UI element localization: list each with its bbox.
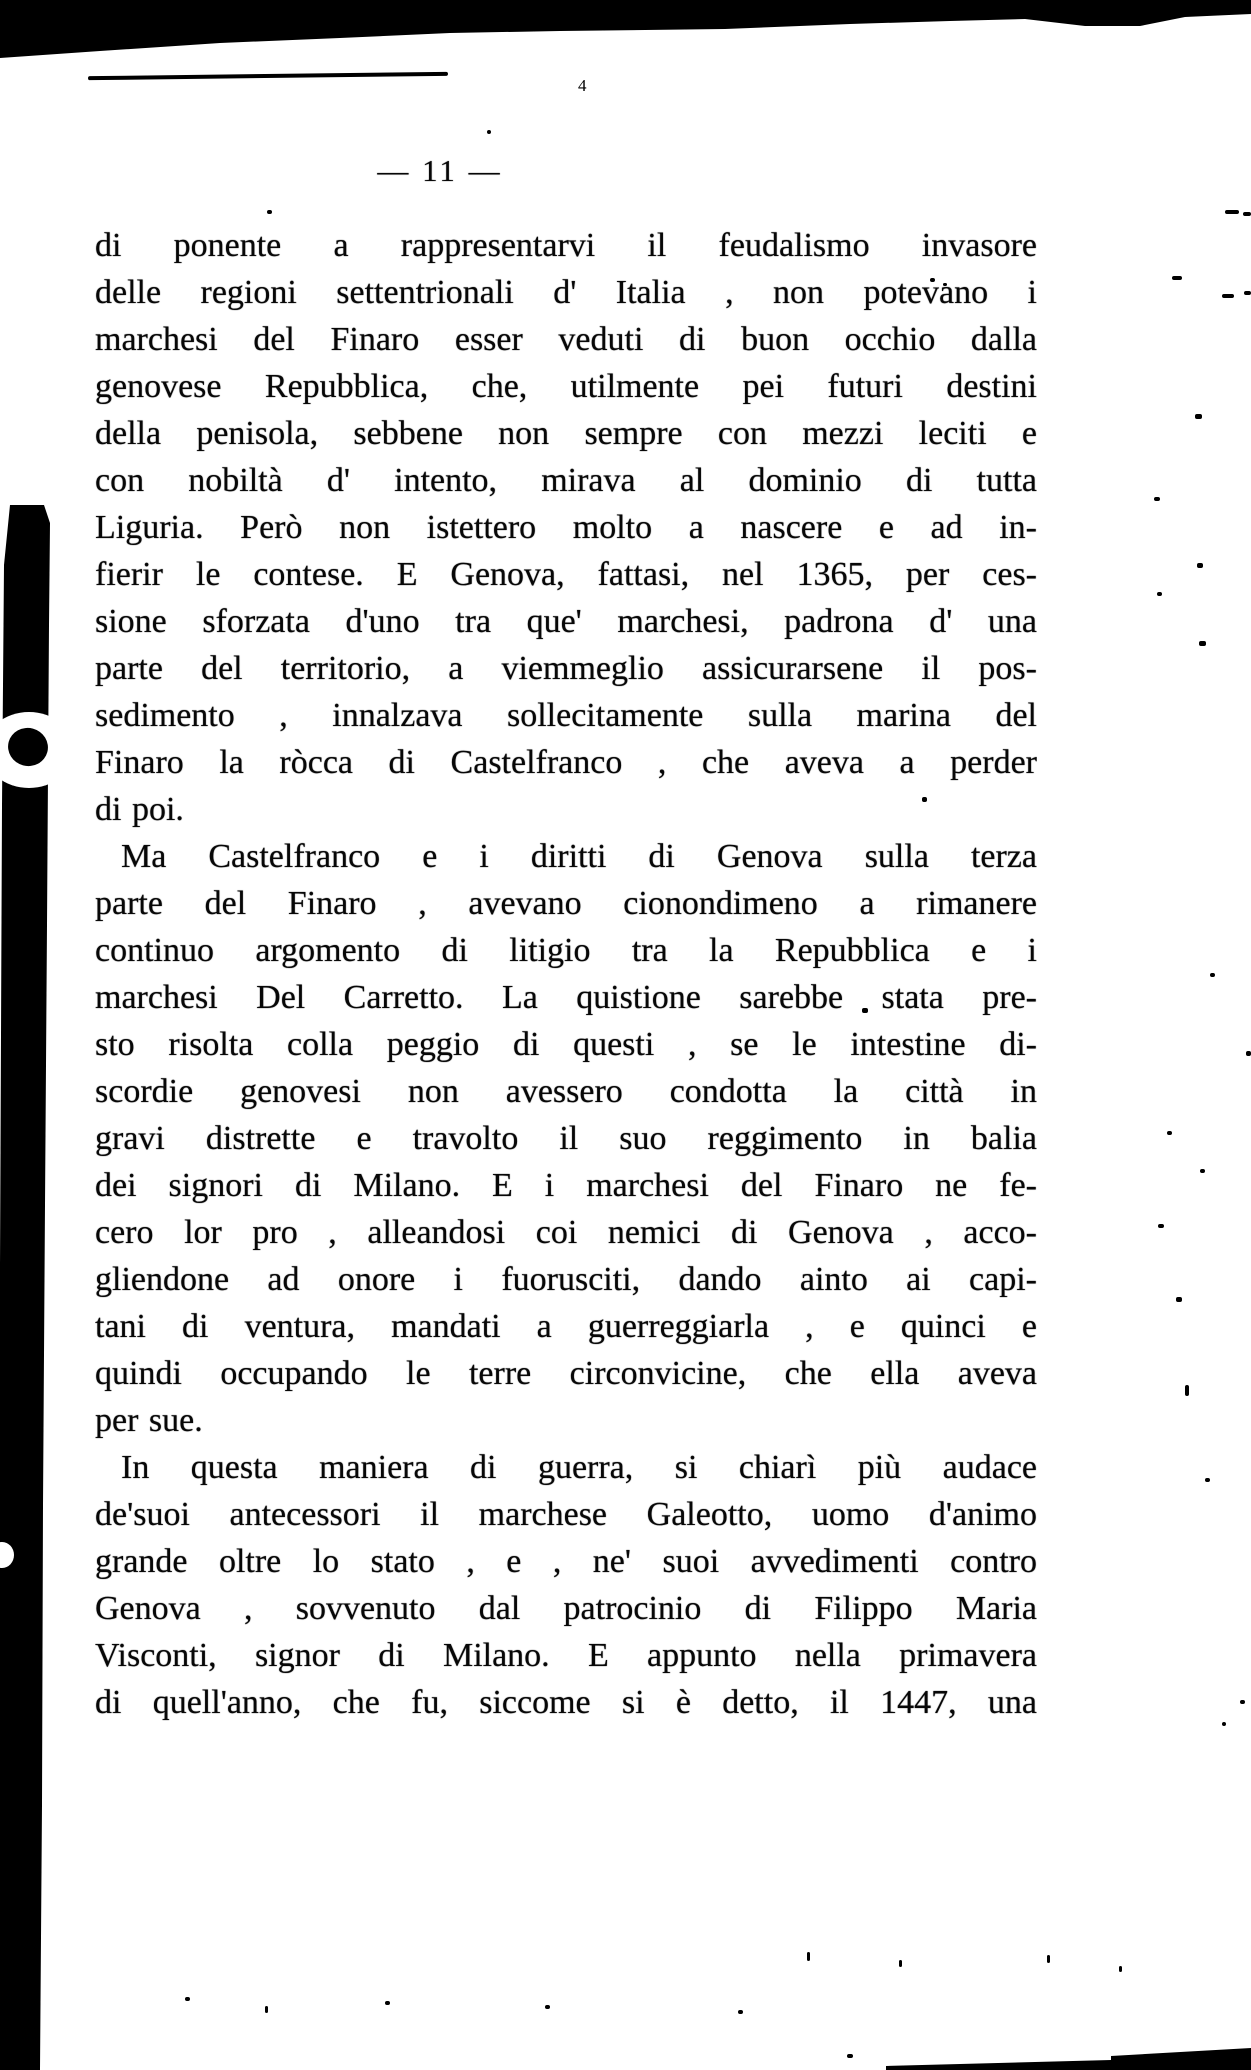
text-line: gliendone ad onore i fuorusciti, dando ainto ai capi- (95, 1261, 1037, 1298)
text-line: Visconti, signor di Milano. E appunto nella primavera (95, 1637, 1037, 1674)
scan-speck (1176, 1297, 1182, 1302)
text-line: gravi distrette e travolto il suo reggimento in balia (95, 1120, 1037, 1157)
scan-speck (267, 210, 272, 214)
scan-speck (1240, 1700, 1245, 1704)
text-line: di poi. (95, 791, 184, 828)
scan-speck (1205, 1478, 1210, 1482)
scan-artifact-top-band (0, 0, 1251, 60)
scan-speck (738, 2010, 743, 2014)
text-line: de'suoi antecessori il marchese Galeotto, uomo d'animo (95, 1496, 1037, 1533)
scan-speck (1167, 1131, 1172, 1135)
scan-speck (1200, 1169, 1205, 1173)
scan-speck (807, 1952, 810, 1961)
text-line: sto risolta colla peggio di questi , se le intestine di- (95, 1026, 1037, 1063)
scan-speck (487, 130, 491, 134)
scan-speck (1246, 1051, 1251, 1056)
scan-speck (1047, 1955, 1050, 1963)
text-line: fierir le contese. E Genova, fattasi, nel 1365, per ces- (95, 556, 1037, 593)
text-line: tani di ventura, mandati a guerreggiarla , e quinci e (95, 1308, 1037, 1345)
text-line: delle regioni settentrionali d' Italia , non potevano i (95, 274, 1037, 311)
scan-speck (265, 2006, 268, 2013)
text-line: sedimento , innalzava sollecitamente sulla marina del (95, 697, 1037, 734)
scan-speck (1195, 414, 1202, 419)
text-line: di ponente a rappresentarvi il feudalismo invasore (95, 227, 1037, 264)
scan-speck (1210, 973, 1215, 977)
scan-speck (1244, 291, 1251, 295)
scan-speck (1199, 641, 1206, 646)
text-line: marchesi del Finaro esser veduti di buon occhio dalla (95, 321, 1037, 358)
scan-speck (1225, 210, 1239, 214)
scan-speck (899, 1960, 902, 1967)
scan-artifact-top-line (88, 72, 448, 80)
corner-mark: 4 (578, 76, 587, 95)
scan-speck (1154, 497, 1160, 501)
text-line: parte del territorio, a viemmeglio assicurarsene il pos- (95, 650, 1037, 687)
scan-speck (1158, 1224, 1164, 1228)
text-line: genovese Repubblica, che, utilmente pei futuri destini (95, 368, 1037, 405)
text-line: sione sforzata d'uno tra que' marchesi, padrona d' una (95, 603, 1037, 640)
scan-speck (1185, 1385, 1189, 1396)
text-line: Genova , sovvenuto dal patrocinio di Filippo Maria (95, 1590, 1037, 1627)
text-line: quindi occupando le terre circonvicine, che ella aveva (95, 1355, 1037, 1392)
scan-speck (385, 2001, 390, 2005)
text-line: grande oltre lo stato , e , ne' suoi avvedimenti contro (95, 1543, 1037, 1580)
text-line: continuo argomento di litigio tra la Repubblica e i (95, 932, 1037, 969)
scan-artifact-bottom-strip (886, 2046, 1251, 2070)
scan-speck (1222, 294, 1234, 298)
text-line: Finaro la ròcca di Castelfranco , che aveva a perder (95, 744, 1037, 781)
text-line: dei signori di Milano. E i marchesi del Finaro ne fe- (95, 1167, 1037, 1204)
scan-speck (1243, 212, 1251, 216)
page-number: — 11 — (377, 153, 503, 188)
scan-speck (1222, 1722, 1226, 1726)
scan-speck (1157, 592, 1162, 596)
scan-speck (545, 2005, 550, 2009)
scan-speck (847, 2054, 853, 2058)
text-line: parte del Finaro , avevano cionondimeno a rimanere (95, 885, 1037, 922)
text-line: Liguria. Però non istettero molto a nascere e ad in- (95, 509, 1037, 546)
scan-speck (1119, 1966, 1122, 1972)
text-block (95, 222, 1037, 1726)
scan-speck (1172, 276, 1182, 280)
text-line: per sue. (95, 1402, 203, 1439)
text-line: Ma Castelfranco e i diritti di Genova sulla terza (121, 838, 1037, 875)
text-line: In questa maniera di guerra, si chiarì più audace (121, 1449, 1037, 1486)
text-line: della penisola, sebbene non sempre con mezzi leciti e (95, 415, 1037, 452)
text-line: con nobiltà d' intento, mirava al dominio di tutta (95, 462, 1037, 499)
scan-speck (185, 1997, 190, 2001)
text-line: marchesi Del Carretto. La quistione sarebbe stata pre- (95, 979, 1037, 1016)
scan-speck (1197, 563, 1203, 568)
text-line: di quell'anno, che fu, siccome si è detto, il 1447, una (95, 1684, 1037, 1721)
text-line: cero lor pro , alleandosi coi nemici di Genova , acco- (95, 1214, 1037, 1251)
text-line: scordie genovesi non avessero condotta la città in (95, 1073, 1037, 1110)
